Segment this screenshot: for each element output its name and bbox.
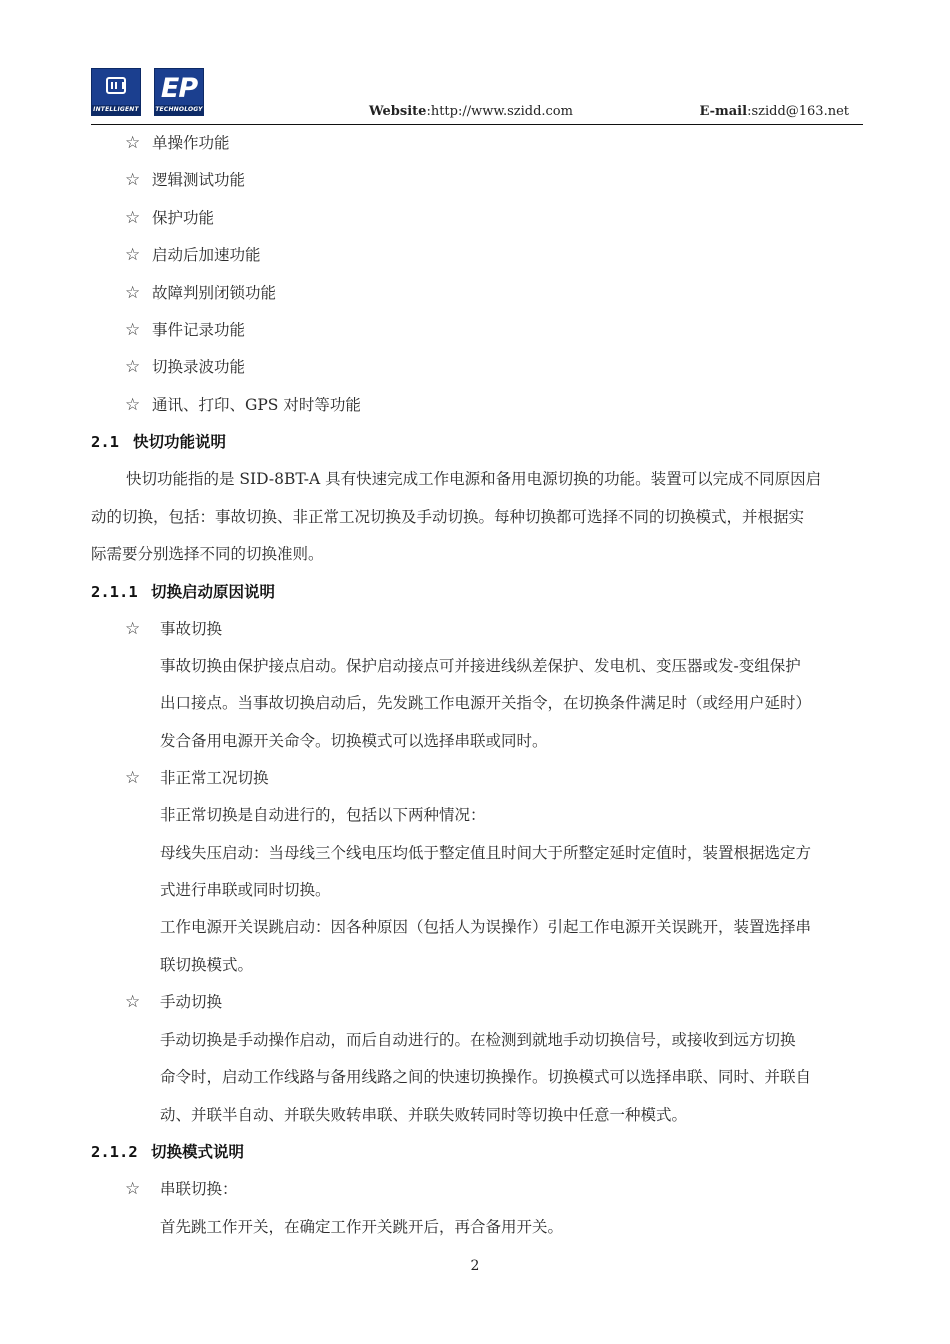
section-2-1-heading [91, 432, 226, 452]
section-2-1-1-heading [91, 582, 275, 602]
header-website [369, 104, 573, 119]
item-title: 串联切换： [160, 1180, 238, 1198]
star-icon: ☆ [125, 320, 141, 340]
device-icon [106, 77, 126, 94]
logo2-caption: TECHNOLOGY [155, 106, 203, 113]
item-line: 母线失压启动：当母线三个线电压均低于整定值且时间大于所整定延时定值时，装置根据选定方 [160, 844, 812, 862]
star-icon: ☆ [125, 283, 141, 303]
feature-item: 故障判别闭锁功能 [152, 284, 277, 302]
logo1-caption: INTELLIGENT [93, 106, 139, 113]
logo2-text: EP [160, 73, 198, 104]
feature-item: 单操作功能 [152, 134, 230, 152]
item-title: 手动切换 [160, 993, 223, 1011]
email-label: E-mail [699, 104, 748, 119]
star-icon: ☆ [125, 357, 141, 377]
feature-item: 逻辑测试功能 [152, 171, 246, 189]
feature-item: 通讯、打印、GPS 对时等功能 [152, 396, 361, 414]
item-line: 命令时，启动工作线路与备用线路之间的快速切换操作。切换模式可以选择串联、同时、并联自 [160, 1068, 812, 1086]
paragraph-line: 动的切换，包括：事故切换、非正常工况切换及手动切换。每种切换都可选择不同的切换模式，并根据实 [91, 508, 805, 526]
item-line: 出口接点。当事故切换启动后，先发跳工作电源开关指令，在切换条件满足时（或经用户延时） [160, 694, 812, 712]
page-number: 2 [470, 1258, 480, 1274]
item-line: 发合备用电源开关命令。切换模式可以选择串联或同时。 [160, 732, 548, 750]
item-line: 式进行串联或同时切换。 [160, 881, 331, 899]
feature-item: 启动后加速功能 [152, 246, 261, 264]
feature-item: 切换录波功能 [152, 358, 246, 376]
star-icon: ☆ [125, 619, 141, 639]
header-email [699, 104, 849, 119]
website-label: Website [369, 104, 427, 119]
star-icon: ☆ [125, 245, 141, 265]
section-title: 切换启动原因说明 [151, 582, 276, 601]
ep-technology-logo [154, 68, 204, 116]
star-icon: ☆ [125, 395, 141, 415]
email-value: :szidd@163.net [747, 104, 849, 119]
feature-item: 事件记录功能 [152, 321, 246, 339]
section-number: 2.1 [91, 433, 119, 451]
paragraph-line: 快切功能指的是 SID-8BT-A 具有快速完成工作电源和备用电源切换的功能。装置可以完成不同原因启 [126, 470, 822, 488]
section-number: 2.1.1 [91, 583, 138, 601]
star-icon: ☆ [125, 768, 141, 788]
item-line: 联切换模式。 [160, 956, 254, 974]
item-line: 动、并联半自动、并联失败转串联、并联失败转同时等切换中任意一种模式。 [160, 1106, 688, 1124]
paragraph-line: 际需要分别选择不同的切换准则。 [91, 545, 324, 563]
star-icon: ☆ [125, 1179, 141, 1199]
item-line: 非正常切换是自动进行的，包括以下两种情况： [160, 806, 486, 824]
item-line: 事故切换由保护接点启动。保护启动接点可并接进线纵差保护、发电机、变压器或发-变组保护 [160, 657, 801, 675]
star-icon: ☆ [125, 208, 141, 228]
section-title: 快切功能说明 [133, 432, 227, 451]
star-icon: ☆ [125, 992, 141, 1012]
section-title: 切换模式说明 [151, 1142, 245, 1161]
star-icon: ☆ [125, 133, 141, 153]
item-title: 非正常工况切换 [160, 769, 269, 787]
intelligent-logo [91, 68, 141, 116]
star-icon: ☆ [125, 170, 141, 190]
item-title: 事故切换 [160, 620, 223, 638]
item-line: 手动切换是手动操作启动，而后自动进行的。在检测到就地手动切换信号，或接收到远方切换 [160, 1031, 796, 1049]
feature-item: 保护功能 [152, 209, 215, 227]
page-header [91, 68, 863, 125]
section-number: 2.1.2 [91, 1143, 138, 1161]
website-value: :http://www.szidd.com [426, 104, 573, 119]
section-2-1-2-heading [91, 1142, 244, 1162]
item-line: 首先跳工作开关，在确定工作开关跳开后，再合备用开关。 [160, 1218, 564, 1236]
item-line: 工作电源开关误跳启动：因各种原因（包括人为误操作）引起工作电源开关误跳开，装置选择串 [160, 918, 812, 936]
